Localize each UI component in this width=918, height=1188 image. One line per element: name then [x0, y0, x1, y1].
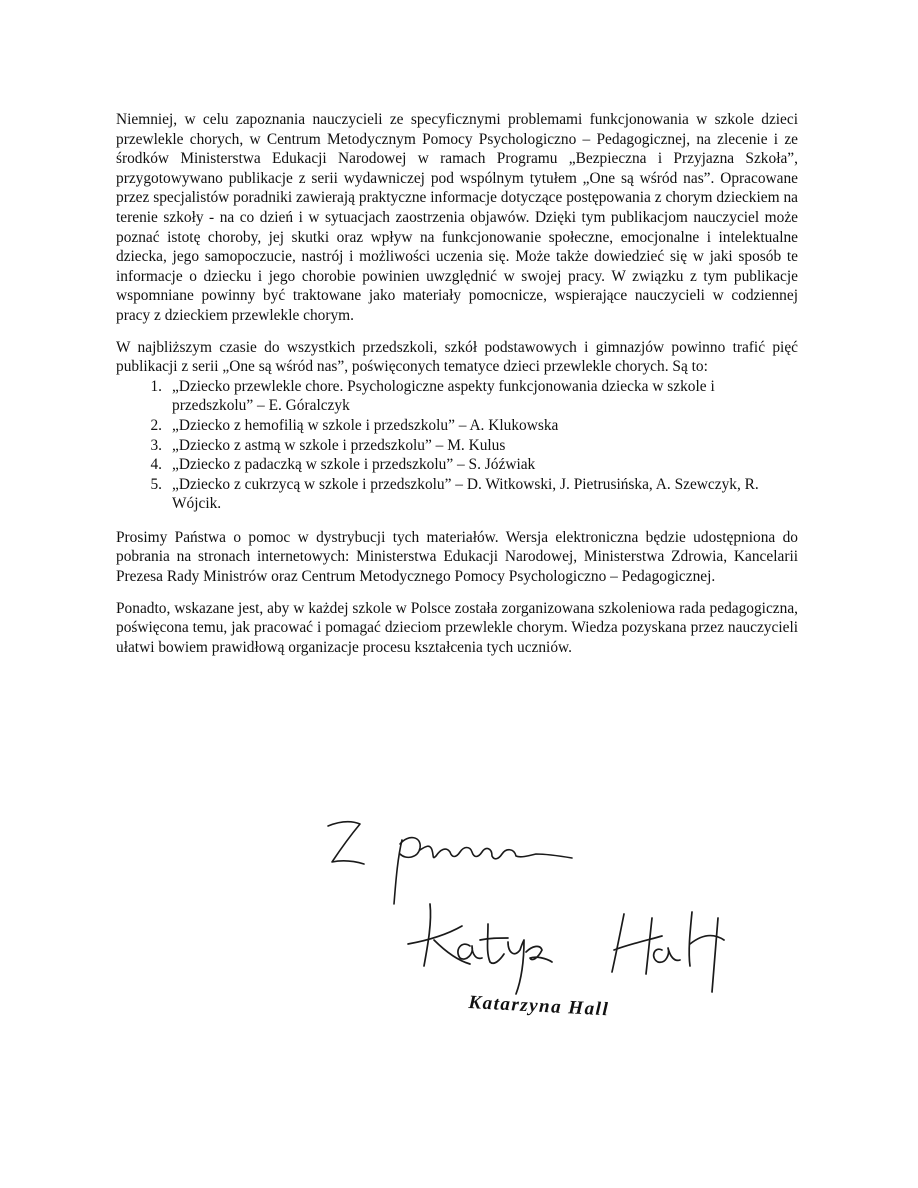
paragraph-training: Ponadto, wskazane jest, aby w każdej szkole w Polsce została zorganizowana szkoleniowa rada pedagogiczna, poświęcona temu, jak pracować i pomagać dzieciom przewlekle chorym. Wiedza pozyskana przez nauczycieli ułatwi bowiem prawidłową organizacje procesu kształcenia tych uczniów.	[116, 599, 798, 656]
list-item-number: 4.	[150, 456, 162, 474]
list-item-number: 5.	[150, 475, 162, 493]
list-item-number: 1.	[150, 377, 162, 395]
list-item	[116, 416, 798, 436]
list-item-text: „Dziecko przewlekle chore. Psychologiczne aspekty funkcjonowania dziecka w szkole i przedszkolu” – E. Góralczyk	[172, 377, 715, 415]
publications-list	[116, 377, 798, 514]
handwritten-greeting	[320, 806, 580, 906]
letter-body	[116, 110, 798, 669]
signatory-name: Katarzyna Hall	[467, 992, 610, 1021]
list-item-number: 3.	[150, 436, 162, 454]
list-item-text: „Dziecko z cukrzycą w szkole i przedszkolu” – D. Witkowski, J. Pietrusińska, A. Szewczyk, R. Wójcik.	[172, 475, 759, 513]
list-item-text: „Dziecko z hemofilią w szkole i przedszkolu” – A. Klukowska	[172, 416, 559, 434]
list-item	[116, 377, 798, 416]
list-item	[116, 475, 798, 514]
list-item-text: „Dziecko z astmą w szkole i przedszkolu” – M. Kulus	[172, 436, 506, 454]
paragraph-intro: Niemniej, w celu zapoznania nauczycieli ze specyficznymi problemami funkcjonowania w szkole dzieci przewlekle chorych, w Centrum Metodycznym Pomocy Psychologiczno – Pedagogicznej, na zlecenie i ze środków Ministerstwa Edukacji Narodowej w ramach Programu „Bezpieczna i Przyjazna Szkoła”, przygotowywano publikacje z serii wydawniczej pod wspólnym tytułem „One są wśród nas”. Opracowane przez specjalistów poradniki zawierają praktyczne informacje dotyczące postępowania z chorym dzieckiem na terenie szkoły - na co dzień i w sytuacjach zaostrzenia objawów. Dzięki tym publikacjom nauczyciel może poznać istotę choroby, jej skutki oraz wpływ na funkcjonowanie społeczne, emocjonalne i intelektualne dziecka, jego samopoczucie, nastrój i możliwości uczenia się. Może także dowiedzieć się w jaki sposób te informacje o dziecku i jego chorobie powinien uwzględnić w swojej pracy. W związku z tym publikacje wspomniane powinny być traktowane jako materiały pomocnicze, wspierające nauczycieli w codziennej pracy z dzieckiem przewlekle chorym.	[116, 111, 798, 324]
list-item-text: „Dziecko z padaczką w szkole i przedszkolu” – S. Jóźwiak	[172, 456, 536, 474]
list-item-number: 2.	[150, 416, 162, 434]
list-item	[116, 455, 798, 475]
paragraph-publications-intro: W najbliższym czasie do wszystkich przedszkoli, szkół podstawowych i gimnazjów powinno trafić pięć publikacji z serii „One są wśród nas”, poświęconych tematyce dzieci przewlekle chorych. Są to:	[116, 338, 798, 376]
list-item	[116, 436, 798, 456]
paragraph-distribution: Prosimy Państwa o pomoc w dystrybucji tych materiałów. Wersja elektroniczna będzie udostępniona do pobrania na stronach internetowych: Ministerstwa Edukacji Narodowej, Ministerstwa Zdrowia, Kancelarii Prezesa Rady Ministrów oraz Centrum Metodycznego Pomocy Psychologiczno – Pedagogicznej.	[116, 528, 798, 586]
handwritten-signature	[400, 900, 760, 996]
